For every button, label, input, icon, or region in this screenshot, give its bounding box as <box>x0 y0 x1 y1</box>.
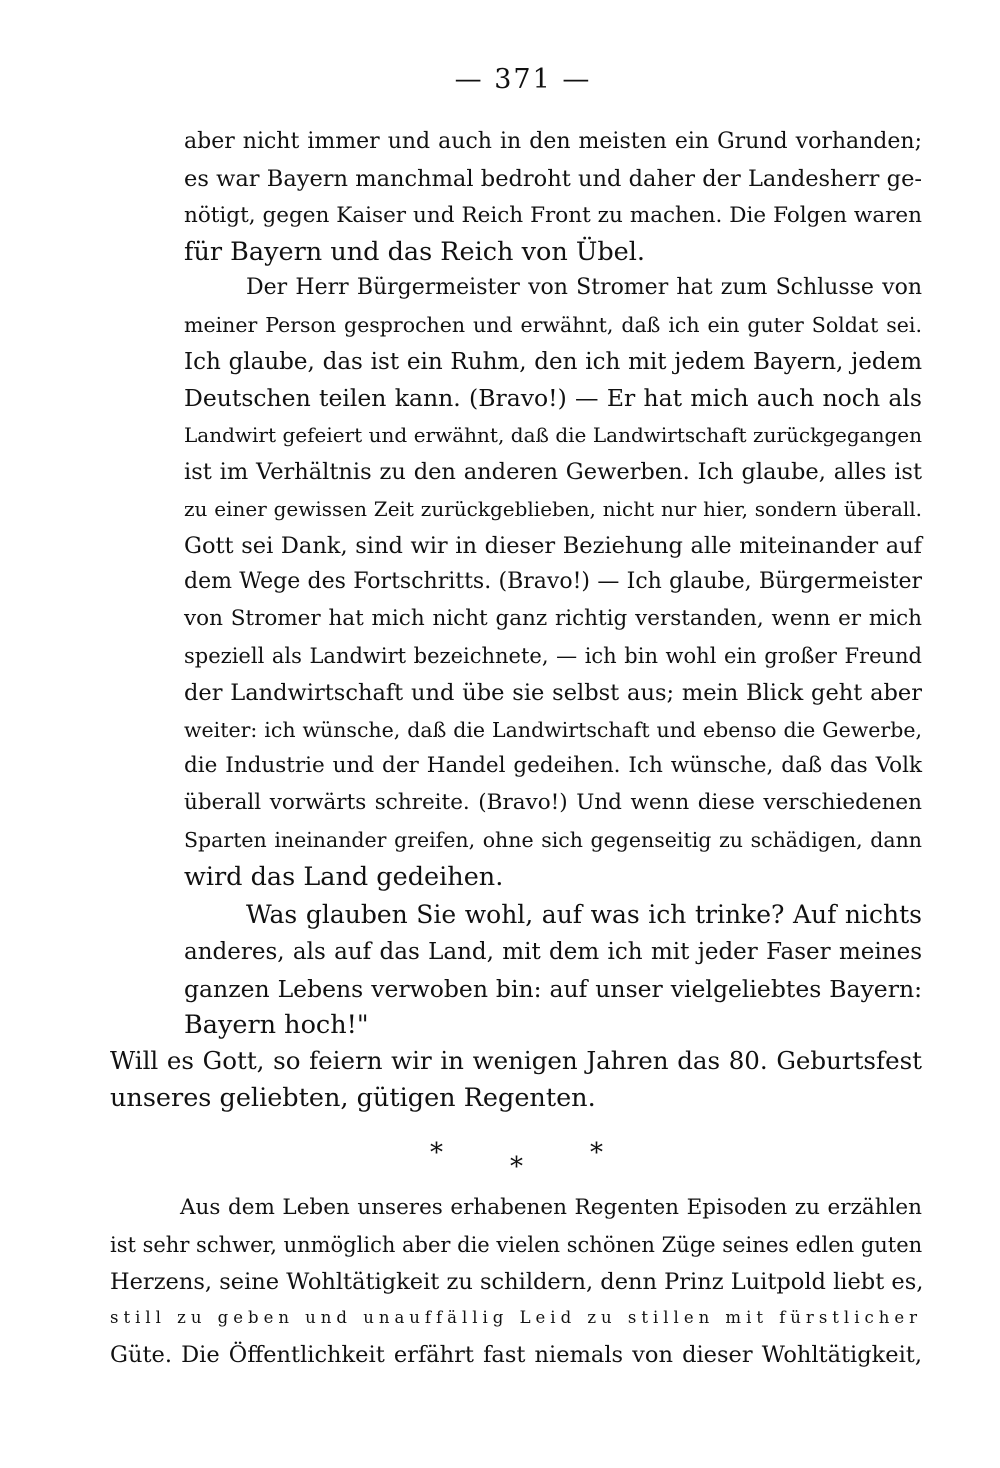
paragraph-5 <box>110 1190 922 1374</box>
text-line: unseres geliebten, gütigen Regenten. <box>110 1082 596 1113</box>
paragraph-2 <box>184 270 922 896</box>
text-line: für Bayern und das Reich von Übel. <box>184 237 646 268</box>
text-line: zu einer gewissen Zeit zurückgeblieben, nicht nur hier, sondern überall. <box>184 496 922 521</box>
text-line: aber nicht immer und auch in den meisten ein Grund vorhanden; <box>184 129 922 154</box>
paragraph-4 <box>110 1043 922 1117</box>
text-line: Aus dem Leben unseres erhabenen Regenten Episoden zu erzählen <box>180 1195 922 1220</box>
text-line: still zu geben und unauffällig Leid zu stillen mit fürstlicher <box>110 1308 922 1328</box>
page-number: — 371 — <box>454 64 592 95</box>
asterisk: * <box>430 1138 443 1168</box>
text-line: meiner Person gesprochen und erwähnt, daß ich ein guter Soldat sei. <box>184 312 922 337</box>
asterisk: * <box>510 1152 523 1182</box>
text-line: es war Bayern manchmal bedroht und daher der Landesherr ge- <box>184 165 922 192</box>
text-line: Sparten ineinander greifen, ohne sich gegenseitig zu schädigen, dann <box>184 827 922 852</box>
text-line: dem Wege des Fortschritts. (Bravo!) — Ich glaube, Bürgermeister <box>184 569 922 595</box>
text-line: Will es Gott, so feiern wir in wenigen Jahren das 80. Geburtsfest <box>110 1046 922 1075</box>
text-line: ist sehr schwer, unmöglich aber die vielen schönen Züge seines edlen guten <box>110 1232 923 1257</box>
text-line: anderes, als auf das Land, mit dem ich mit jeder Faser meines <box>184 938 922 965</box>
asterisk: * <box>590 1138 603 1168</box>
text-line: Herzens, seine Wohltätigkeit zu schildern, denn Prinz Luitpold liebt es, <box>110 1268 924 1295</box>
text-line: Ich glaube, das ist ein Ruhm, den ich mit jedem Bayern, jedem <box>184 348 922 375</box>
text-line: Landwirt gefeiert und erwähnt, daß die Landwirtschaft zurückgegangen <box>184 423 922 448</box>
text-line: von Stromer hat mich nicht ganz richtig verstanden, wenn er mich <box>184 606 922 632</box>
text-line: Gott sei Dank, sind wir in dieser Beziehung alle miteinander auf <box>184 532 922 559</box>
section-break-asterism <box>420 1138 620 1182</box>
text-line: überall vorwärts schreite. (Bravo!) Und wenn diese verschiedenen <box>184 790 922 816</box>
text-line: wird das Land gedeihen. <box>184 861 504 892</box>
text-line: Der Herr Bürgermeister von Stromer hat zum Schlusse von <box>246 275 922 300</box>
text-line: die Industrie und der Handel gedeihen. Ich wünsche, daß das Volk <box>184 753 922 779</box>
text-line: speziell als Landwirt bezeichnete, — ich bin wohl ein großer Freund <box>184 643 922 668</box>
text-line: Bayern hoch!" <box>184 1010 369 1041</box>
text-line: der Landwirtschaft und übe sie selbst aus; mein Blick geht aber <box>184 679 922 706</box>
paragraph-3 <box>184 897 922 1044</box>
text-line: ist im Verhältnis zu den anderen Gewerben. Ich glaube, alles ist <box>184 458 922 485</box>
text-line: Was glauben Sie wohl, auf was ich trinke? Auf nichts <box>246 900 922 929</box>
text-line: Deutschen teilen kann. (Bravo!) — Er hat mich auch noch als <box>184 384 922 413</box>
text-line: ganzen Lebens verwoben bin: auf unser vielgeliebtes Bayern: <box>184 974 922 1003</box>
text-line: Güte. Die Öffentlichkeit erfährt fast niemals von dieser Wohltätigkeit, <box>110 1342 922 1369</box>
paragraph-1 <box>184 124 922 271</box>
text-line: nötigt, gegen Kaiser und Reich Front zu machen. Die Folgen waren <box>184 202 922 228</box>
text-line: weiter: ich wünsche, daß die Landwirtschaft und ebenso die Gewerbe, <box>184 717 922 742</box>
